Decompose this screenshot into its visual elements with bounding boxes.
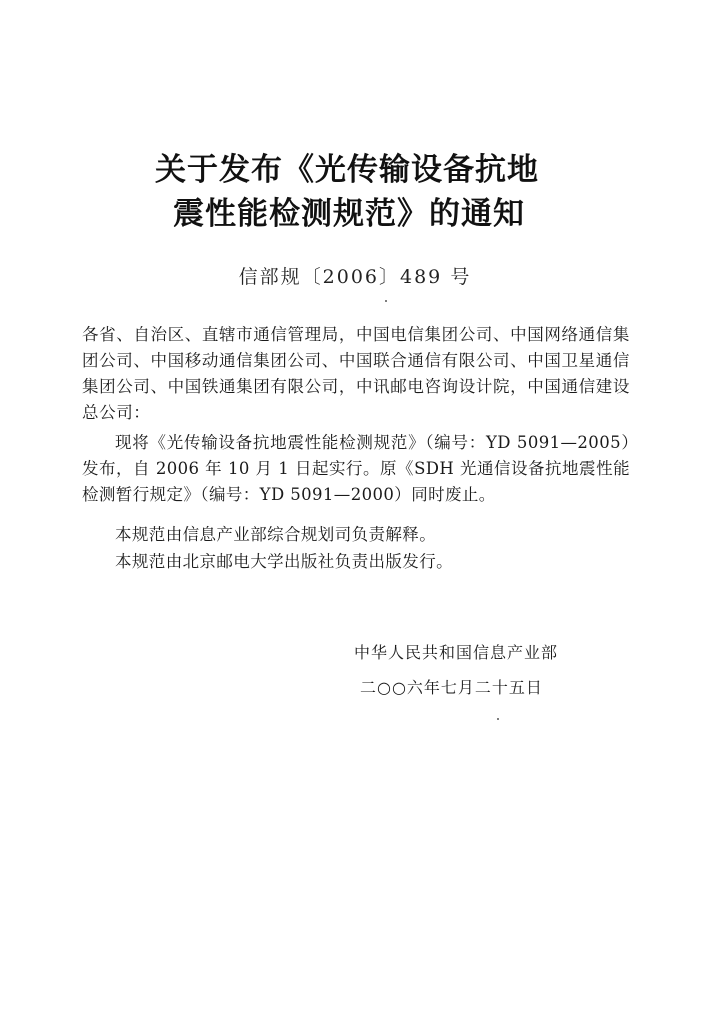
paragraph-publication: 本规范由北京邮电大学出版社负责出版发行。 [115,552,453,571]
scan-speck [497,718,499,720]
document-title-line-2: 震性能检测规范》的通知 [173,196,525,232]
addressees: 各省、自治区、直辖市通信管理局，中国电信集团公司、中国网络通信集团公司、中国移动通信集团公司、中国联合通信有限公司、中国卫星通信集团公司、中国铁通集团有限公司，中讯邮电咨询设计院，中国通信建设总公司： [82,325,630,422]
document-title-line-1: 关于发布《光传输设备抗地 [155,152,539,188]
paragraph-interpretation: 本规范由信息产业部综合规划司负责解释。 [115,525,437,544]
signature-date: 二○○六年七月二十五日 [360,678,543,697]
scan-speck [385,300,387,302]
paragraph-release: 现将《光传输设备抗地震性能检测规范》（编号：YD 5091—2005）发布，自 2006 年 10 月 1 日起实行。原《SDH 光通信设备抗地震性能检测暂行规定》（编号：YD 5091—2000）同时废止。 [82,433,630,504]
signature-organization: 中华人民共和国信息产业部 [354,643,559,662]
document-number: 信部规〔2006〕489 号 [238,266,472,288]
